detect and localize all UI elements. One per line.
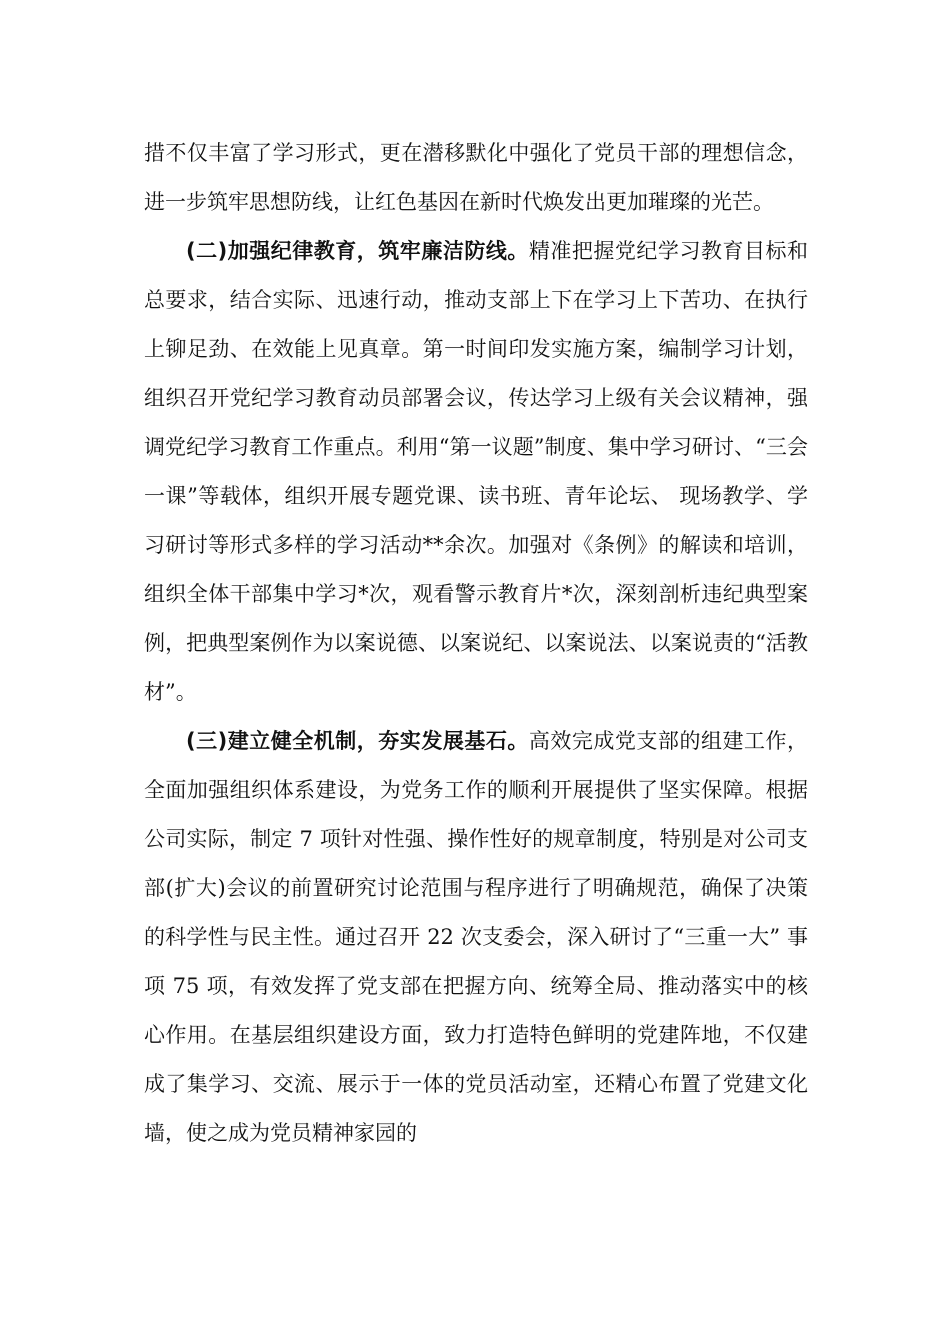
document-body: [144, 129, 808, 1158]
section-heading: (三)建立健全机制，夯实发展基石。: [186, 729, 529, 753]
paragraph-text: 高效完成党支部的组建工作，全面加强组织体系建设，为党务工作的顺利开展提供了坚实保障。根据公司实际，制定 7 项针对性强、操作性好的规章制度，特别是对公司支部(扩大)会议的前置研究讨论范围与程序进行了明确规范，确保了决策的科学性与民主性。通过召开 22 次支委会，深入研讨了“三重一大” 事项 75 项，有效发挥了党支部在把握方向、统筹全局、推动落实中的核心作用。在基层组织建设方面，致力打造特色鲜明的党建阵地，不仅建成了集学习、交流、展示于一体的党员活动室，还精心布置了党建文化墙，使之成为党员精神家园的: [144, 729, 808, 1145]
paragraph-text: 精准把握党纪学习教育目标和总要求，结合实际、迅速行动，推动支部上下在学习上下苦功、在执行上铆足劲、在效能上见真章。第一时间印发实施方案，编制学习计划，组织召开党纪学习教育动员部署会议，传达学习上级有关会议精神，强调党纪学习教育工作重点。利用“第一议题”制度、集中学习研讨、“三会一课”等载体，组织开展专题党课、读书班、青年论坛、 现场教学、学习研讨等形式多样的学习活动**余次。加强对《条例》的解读和培训，组织全体干部集中学习*次，观看警示教育片*次，深刻剖析违纪典型案例，把典型案例作为以案说德、以案说纪、以案说法、以案说责的“活教材”。: [144, 239, 808, 704]
paragraph-continuation: [144, 129, 808, 227]
paragraph-text: 措不仅丰富了学习形式，更在潜移默化中强化了党员干部的理想信念，进一步筑牢思想防线，让红色基因在新时代焕发出更加璀璨的光芒。: [144, 141, 808, 214]
paragraph-mechanism-building: [144, 717, 808, 1158]
paragraph-discipline-education: [144, 227, 808, 717]
section-heading: (二)加强纪律教育，筑牢廉洁防线。: [186, 239, 529, 263]
